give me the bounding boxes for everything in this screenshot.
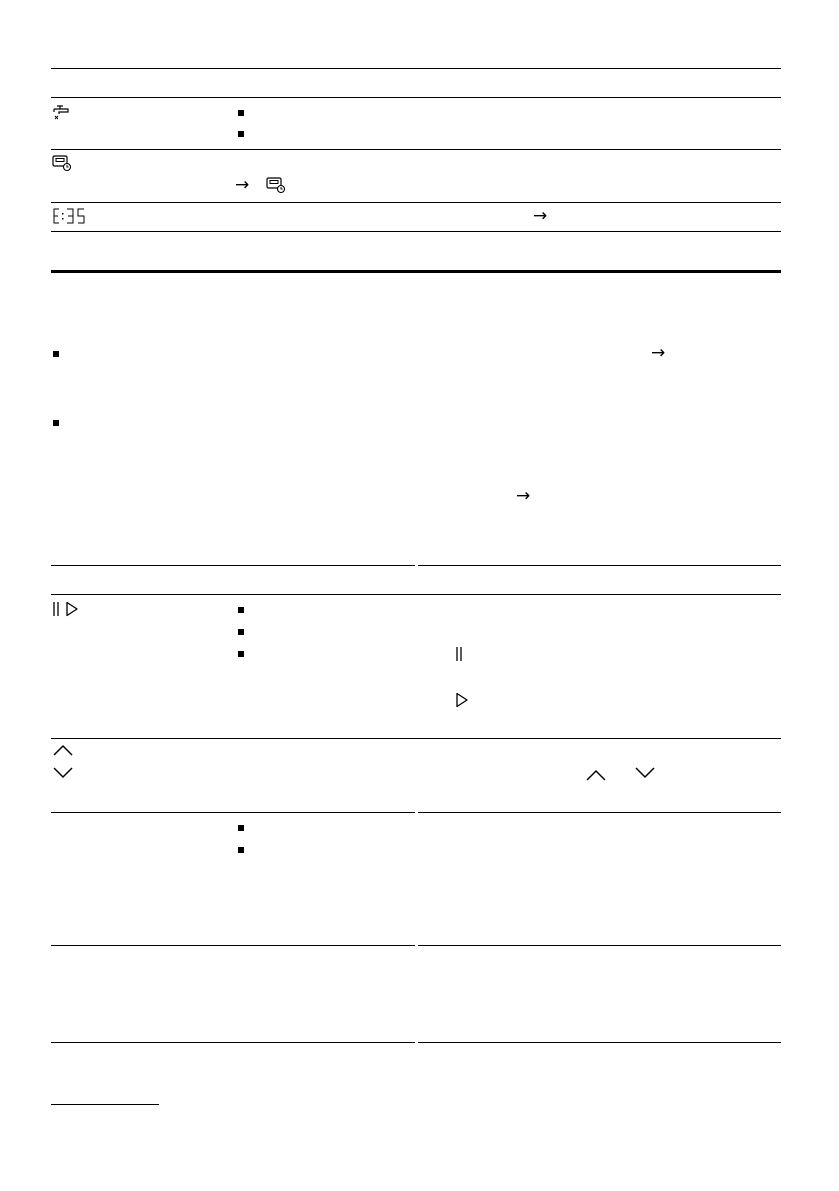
pause-play-icon	[52, 601, 82, 617]
table1-row1-bullet	[238, 131, 244, 137]
table2-bottom-rule	[418, 1042, 781, 1043]
table2-top-rule	[51, 565, 415, 566]
table2-row-rule	[51, 738, 781, 739]
table1-row-rule	[51, 202, 781, 203]
water-tap-icon	[52, 104, 70, 120]
arrow-symbol: →	[533, 206, 548, 226]
table2-row-rule	[51, 945, 415, 946]
table2-row3-bullet	[238, 825, 244, 831]
table2-row1-bullet	[238, 607, 244, 613]
table1-top-rule	[51, 68, 781, 69]
table2-bottom-rule	[51, 1042, 415, 1043]
table2-header-rule	[51, 594, 781, 595]
table1-row-rule	[51, 149, 781, 150]
table2-row-rule	[418, 812, 781, 813]
pause-icon	[455, 646, 463, 662]
chevron-down-icon	[52, 766, 74, 780]
footnote-rule	[51, 1104, 159, 1105]
table2-row3-bullet	[238, 847, 244, 853]
play-icon	[455, 692, 469, 708]
table1-bottom-rule	[51, 231, 781, 232]
arrow-symbol: →	[651, 343, 666, 363]
table2-row-rule	[418, 945, 781, 946]
dispenser-timer-icon	[266, 177, 286, 193]
arrow-symbol: →	[516, 486, 531, 506]
chevron-down-icon	[634, 766, 656, 780]
dispenser-timer-icon	[52, 155, 72, 171]
table2-row1-bullet	[238, 629, 244, 635]
display-error-code	[52, 208, 88, 224]
chevron-up-icon	[585, 768, 607, 782]
chevron-up-icon	[52, 743, 74, 757]
table2-row1-bullet	[238, 651, 244, 657]
table1-row1-bullet	[238, 110, 244, 116]
arrow-symbol: →	[235, 175, 250, 195]
table2-top-rule	[418, 565, 781, 566]
list-item-bullet	[53, 351, 59, 357]
table2-row-rule	[51, 812, 415, 813]
list-item-bullet	[53, 420, 59, 426]
section-heading-rule	[51, 270, 781, 273]
table1-header-rule	[51, 97, 781, 98]
